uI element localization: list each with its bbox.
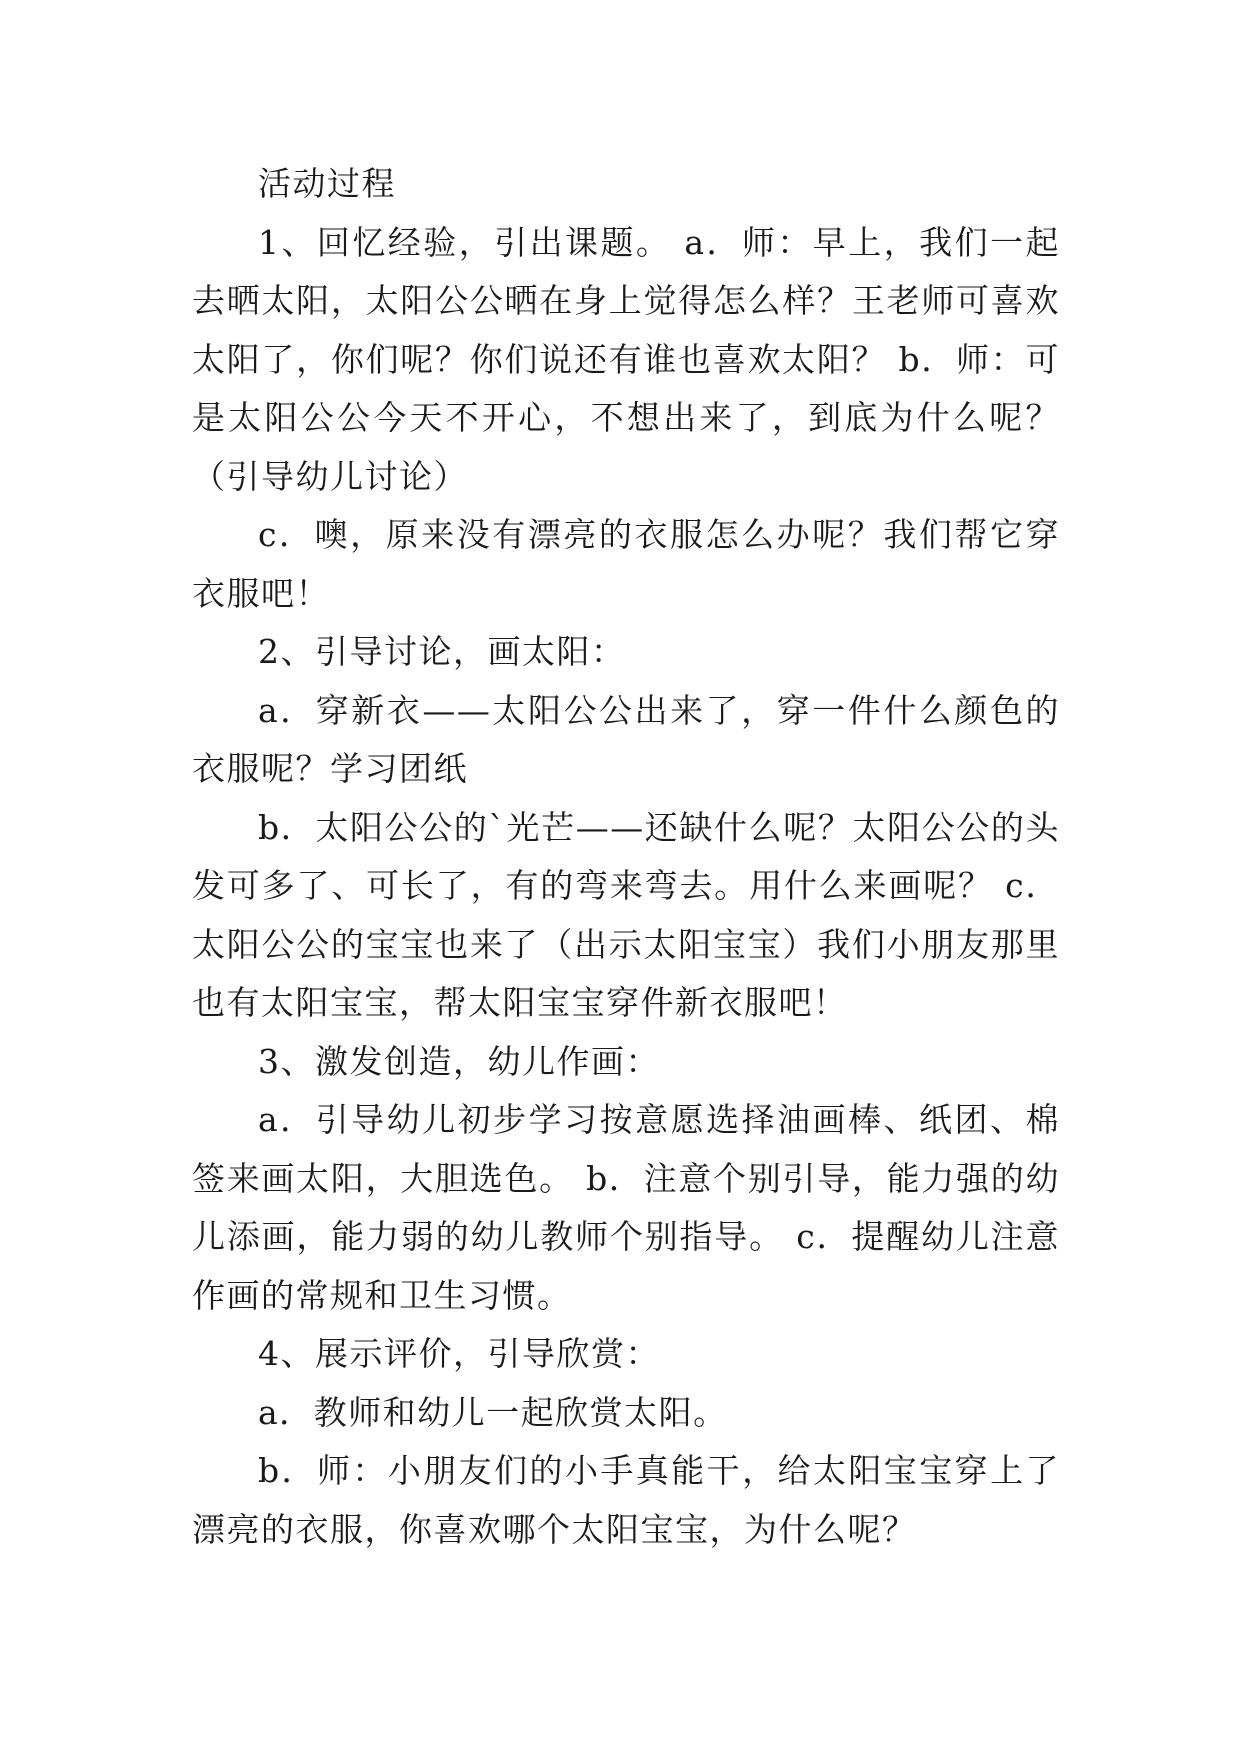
paragraph-step-1c: c．噢，原来没有漂亮的衣服怎么办呢？我们帮它穿衣服吧！ <box>192 515 1060 613</box>
paragraph-step-4a: a．教师和幼儿一起欣赏太阳。 <box>258 1392 728 1432</box>
paragraph-step-3a: a．引导幼儿初步学习按意愿选择油画棒、纸团、棉签来画太阳，大胆选色。 b．注意个别引导，能力强的幼儿添画，能力弱的幼儿教师个别指导。 c．提醒幼儿注意作画的常规和卫生习惯。 <box>192 1100 1060 1315</box>
section-heading-activity-process: 活动过程 <box>258 164 396 203</box>
document-body <box>192 155 1060 1559</box>
paragraph-step-3-heading: 3、激发创造，幼儿作画： <box>258 1041 660 1081</box>
paragraph-step-4b: b．师：小朋友们的小手真能干，给太阳宝宝穿上了漂亮的衣服，你喜欢哪个太阳宝宝，为什么呢？ <box>192 1451 1060 1549</box>
paragraph-step-4-heading: 4、展示评价，引导欣赏： <box>258 1334 660 1373</box>
paragraph-step-2b: b．太阳公公的`光芒——还缺什么呢？太阳公公的头发可多了、可长了，有的弯来弯去。用什么来画呢？ c．太阳公公的宝宝也来了（出示太阳宝宝）我们小朋友那里也有太阳宝宝，帮太阳宝宝穿件新衣服吧！ <box>192 807 1060 1022</box>
paragraph-step-2-heading: 2、引导讨论，画太阳： <box>258 632 626 671</box>
paragraph-step-1: 1、回忆经验，引出课题。 a．师：早上，我们一起去晒太阳，太阳公公晒在身上觉得怎么样？王老师可喜欢太阳了，你们呢？你们说还有谁也喜欢太阳？ b．师：可是太阳公公今天不开心，不想出来了，到底为什么呢？（引导幼儿讨论） <box>192 222 1060 496</box>
paragraph-step-2a: a．穿新衣——太阳公公出来了，穿一件什么颜色的衣服呢？学习团纸 <box>192 690 1060 788</box>
